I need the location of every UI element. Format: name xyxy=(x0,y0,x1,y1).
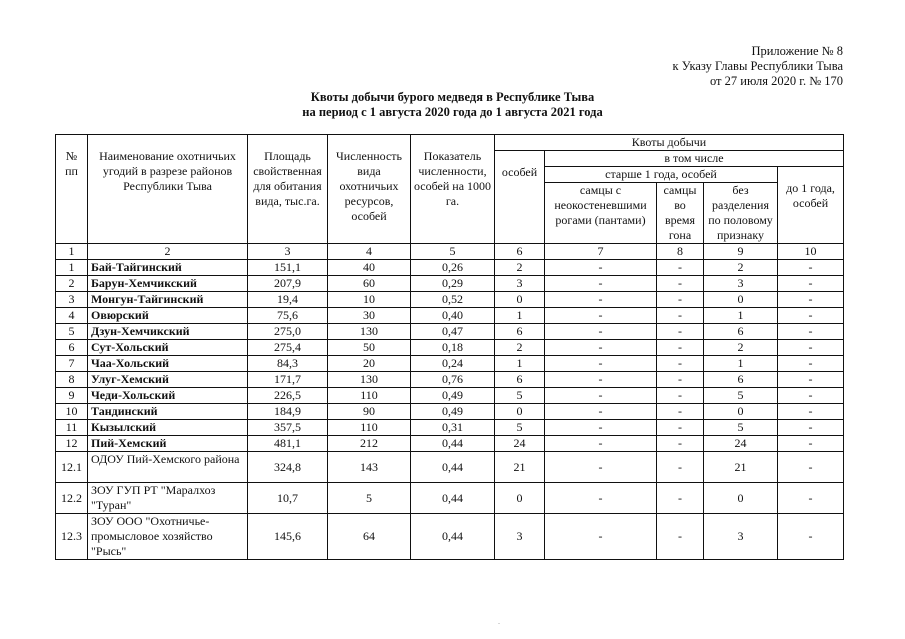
row-area: 84,3 xyxy=(248,356,328,372)
appendix-line-2: к Указу Главы Республики Тыва xyxy=(672,59,843,73)
row-name: Чеди-Хольский xyxy=(88,388,248,404)
title-line-1: Квоты добычи бурого медведя в Республике Тыва xyxy=(310,90,595,104)
row-c9: 2 xyxy=(704,260,778,276)
row-c7: - xyxy=(545,404,657,420)
row-name: Барун-Хемчикский xyxy=(88,276,248,292)
row-n: 6 xyxy=(56,340,88,356)
row-ind: 0,31 xyxy=(411,420,495,436)
row-c10: - xyxy=(778,388,844,404)
row-c7: - xyxy=(545,292,657,308)
col-number: 2 xyxy=(88,244,248,260)
row-c8: - xyxy=(657,388,704,404)
row-area: 184,9 xyxy=(248,404,328,420)
row-c8: - xyxy=(657,483,704,514)
row-c10: - xyxy=(778,436,844,452)
row-n: 5 xyxy=(56,324,88,340)
row-name: Сут-Хольский xyxy=(88,340,248,356)
row-n: 4 xyxy=(56,308,88,324)
col-number: 8 xyxy=(657,244,704,260)
row-n: 12 xyxy=(56,436,88,452)
row-area: 226,5 xyxy=(248,388,328,404)
header-males-rut: самцы во время гона xyxy=(657,183,704,244)
row-n: 1 xyxy=(56,260,88,276)
table-row xyxy=(56,404,844,420)
row-area: 481,1 xyxy=(248,436,328,452)
row-ind: 0,44 xyxy=(411,452,495,483)
row-area: 275,4 xyxy=(248,340,328,356)
row-c9: 24 xyxy=(704,436,778,452)
row-c10: - xyxy=(778,452,844,483)
row-ind: 0,44 xyxy=(411,514,495,560)
row-c10: - xyxy=(778,514,844,560)
row-pop: 212 xyxy=(328,436,411,452)
row-name: ЗОУ ООО "Охотничье-промысловое хозяйство "Рысь" xyxy=(88,514,248,560)
row-c10: - xyxy=(778,260,844,276)
row-c8: - xyxy=(657,276,704,292)
row-c9: 5 xyxy=(704,388,778,404)
appendix-block xyxy=(673,44,843,89)
row-c7: - xyxy=(545,340,657,356)
row-c10: - xyxy=(778,420,844,436)
row-pop: 30 xyxy=(328,308,411,324)
row-ind: 0,76 xyxy=(411,372,495,388)
row-c7: - xyxy=(545,372,657,388)
row-pop: 60 xyxy=(328,276,411,292)
row-c10: - xyxy=(778,324,844,340)
row-area: 151,1 xyxy=(248,260,328,276)
row-ind: 0,49 xyxy=(411,404,495,420)
row-c9: 1 xyxy=(704,308,778,324)
row-pop: 130 xyxy=(328,324,411,340)
row-c8: - xyxy=(657,452,704,483)
row-c8: - xyxy=(657,308,704,324)
col-number: 10 xyxy=(778,244,844,260)
row-c10: - xyxy=(778,292,844,308)
row-ind: 0,49 xyxy=(411,388,495,404)
row-area: 75,6 xyxy=(248,308,328,324)
row-c9: 5 xyxy=(704,420,778,436)
row-area: 10,7 xyxy=(248,483,328,514)
row-n: 7 xyxy=(56,356,88,372)
header-row-1 xyxy=(56,135,844,151)
row-c9: 6 xyxy=(704,324,778,340)
row-c8: - xyxy=(657,356,704,372)
row-total: 3 xyxy=(495,514,545,560)
appendix-line-1: Приложение № 8 xyxy=(751,44,843,58)
header-num: № пп xyxy=(56,135,88,244)
row-ind: 0,47 xyxy=(411,324,495,340)
row-c9: 21 xyxy=(704,452,778,483)
row-c9: 6 xyxy=(704,372,778,388)
col-number: 5 xyxy=(411,244,495,260)
table-row xyxy=(56,452,844,483)
row-c8: - xyxy=(657,514,704,560)
row-area: 145,6 xyxy=(248,514,328,560)
row-n: 12.3 xyxy=(56,514,88,560)
row-area: 324,8 xyxy=(248,452,328,483)
row-total: 2 xyxy=(495,340,545,356)
row-n: 9 xyxy=(56,388,88,404)
row-total: 0 xyxy=(495,292,545,308)
row-total: 3 xyxy=(495,276,545,292)
quota-table xyxy=(55,134,844,560)
header-including: в том числе xyxy=(545,151,844,167)
header-quota-group: Квоты добычи xyxy=(495,135,844,151)
header-area: Площадь свойственная для обитания вида, тыс.га. xyxy=(248,135,328,244)
row-c8: - xyxy=(657,292,704,308)
row-pop: 50 xyxy=(328,340,411,356)
row-total: 0 xyxy=(495,404,545,420)
column-number-row xyxy=(56,244,844,260)
row-n: 12.1 xyxy=(56,452,88,483)
row-n: 8 xyxy=(56,372,88,388)
row-area: 357,5 xyxy=(248,420,328,436)
row-n: 12.2 xyxy=(56,483,88,514)
row-name: Тандинский xyxy=(88,404,248,420)
col-number: 4 xyxy=(328,244,411,260)
row-ind: 0,24 xyxy=(411,356,495,372)
row-n: 10 xyxy=(56,404,88,420)
row-c7: - xyxy=(545,308,657,324)
table-row xyxy=(56,483,844,514)
row-total: 21 xyxy=(495,452,545,483)
row-c10: - xyxy=(778,308,844,324)
row-name: Бай-Тайгинский xyxy=(88,260,248,276)
col-number: 1 xyxy=(56,244,88,260)
row-c10: - xyxy=(778,372,844,388)
row-c7: - xyxy=(545,260,657,276)
header-name: Наименование охотничьих угодий в разрезе районов Республики Тыва xyxy=(88,135,248,244)
row-total: 6 xyxy=(495,324,545,340)
header-no-sex: без разделения по половому признаку xyxy=(704,183,778,244)
data-rows xyxy=(56,260,844,560)
row-ind: 0,44 xyxy=(411,436,495,452)
header-under1: до 1 года, особей xyxy=(778,167,844,244)
header-total: особей xyxy=(495,151,545,244)
row-ind: 0,29 xyxy=(411,276,495,292)
table-row xyxy=(56,324,844,340)
row-pop: 64 xyxy=(328,514,411,560)
table-row xyxy=(56,372,844,388)
table-row xyxy=(56,276,844,292)
row-name: Дзун-Хемчикский xyxy=(88,324,248,340)
row-pop: 143 xyxy=(328,452,411,483)
title-line-2: на период с 1 августа 2020 года до 1 августа 2021 года xyxy=(302,105,603,119)
row-pop: 20 xyxy=(328,356,411,372)
col-number: 9 xyxy=(704,244,778,260)
row-ind: 0,26 xyxy=(411,260,495,276)
row-total: 0 xyxy=(495,483,545,514)
header-population: Численность вида охотничьих ресурсов, особей xyxy=(328,135,411,244)
row-c10: - xyxy=(778,340,844,356)
row-c9: 3 xyxy=(704,514,778,560)
row-total: 1 xyxy=(495,308,545,324)
col-number: 3 xyxy=(248,244,328,260)
row-c7: - xyxy=(545,452,657,483)
row-name: Пий-Хемский xyxy=(88,436,248,452)
row-c8: - xyxy=(657,260,704,276)
row-ind: 0,52 xyxy=(411,292,495,308)
table-row xyxy=(56,340,844,356)
row-c9: 0 xyxy=(704,483,778,514)
row-total: 5 xyxy=(495,388,545,404)
row-name: Чаа-Хольский xyxy=(88,356,248,372)
row-c9: 0 xyxy=(704,404,778,420)
row-c9: 3 xyxy=(704,276,778,292)
row-c7: - xyxy=(545,388,657,404)
table-row xyxy=(56,436,844,452)
row-name: Монгун-Тайгинский xyxy=(88,292,248,308)
row-c7: - xyxy=(545,420,657,436)
row-c8: - xyxy=(657,324,704,340)
row-area: 171,7 xyxy=(248,372,328,388)
header-males-antlers: самцы с неокостеневшими рогами (пантами) xyxy=(545,183,657,244)
row-total: 1 xyxy=(495,356,545,372)
row-c10: - xyxy=(778,276,844,292)
row-total: 24 xyxy=(495,436,545,452)
document-title xyxy=(0,90,905,120)
row-name: Кызылский xyxy=(88,420,248,436)
row-c7: - xyxy=(545,356,657,372)
row-pop: 110 xyxy=(328,388,411,404)
row-ind: 0,18 xyxy=(411,340,495,356)
table-row xyxy=(56,292,844,308)
row-pop: 40 xyxy=(328,260,411,276)
row-pop: 130 xyxy=(328,372,411,388)
row-c9: 0 xyxy=(704,292,778,308)
row-total: 6 xyxy=(495,372,545,388)
row-n: 2 xyxy=(56,276,88,292)
row-area: 19,4 xyxy=(248,292,328,308)
row-pop: 90 xyxy=(328,404,411,420)
row-area: 207,9 xyxy=(248,276,328,292)
row-pop: 110 xyxy=(328,420,411,436)
row-pop: 5 xyxy=(328,483,411,514)
row-c9: 2 xyxy=(704,340,778,356)
row-c8: - xyxy=(657,372,704,388)
row-total: 5 xyxy=(495,420,545,436)
row-c7: - xyxy=(545,436,657,452)
col-number: 6 xyxy=(495,244,545,260)
row-c8: - xyxy=(657,436,704,452)
row-c8: - xyxy=(657,340,704,356)
row-name: ОДОУ Пий-Хемского района xyxy=(88,452,248,483)
header-older: старше 1 года, особей xyxy=(545,167,778,183)
row-n: 3 xyxy=(56,292,88,308)
table-row xyxy=(56,260,844,276)
row-c7: - xyxy=(545,276,657,292)
table-row xyxy=(56,420,844,436)
row-name: Овюрский xyxy=(88,308,248,324)
table-row xyxy=(56,356,844,372)
row-ind: 0,44 xyxy=(411,483,495,514)
col-number: 7 xyxy=(545,244,657,260)
appendix-line-3: от 27 июля 2020 г. № 170 xyxy=(709,74,843,88)
row-c10: - xyxy=(778,483,844,514)
row-c8: - xyxy=(657,404,704,420)
row-c7: - xyxy=(545,324,657,340)
row-c8: - xyxy=(657,420,704,436)
row-total: 2 xyxy=(495,260,545,276)
row-n: 11 xyxy=(56,420,88,436)
table-row xyxy=(56,388,844,404)
row-pop: 10 xyxy=(328,292,411,308)
row-c10: - xyxy=(778,404,844,420)
row-name: Улуг-Хемский xyxy=(88,372,248,388)
row-c7: - xyxy=(545,514,657,560)
table-row xyxy=(56,308,844,324)
row-area: 275,0 xyxy=(248,324,328,340)
row-name: ЗОУ ГУП РТ "Маралхоз "Туран" xyxy=(88,483,248,514)
header-indicator: Показатель численности, особей на 1000 га. xyxy=(411,135,495,244)
table-row xyxy=(56,514,844,560)
row-c10: - xyxy=(778,356,844,372)
row-c9: 1 xyxy=(704,356,778,372)
row-c7: - xyxy=(545,483,657,514)
page-mark: . xyxy=(498,617,500,626)
row-ind: 0,40 xyxy=(411,308,495,324)
